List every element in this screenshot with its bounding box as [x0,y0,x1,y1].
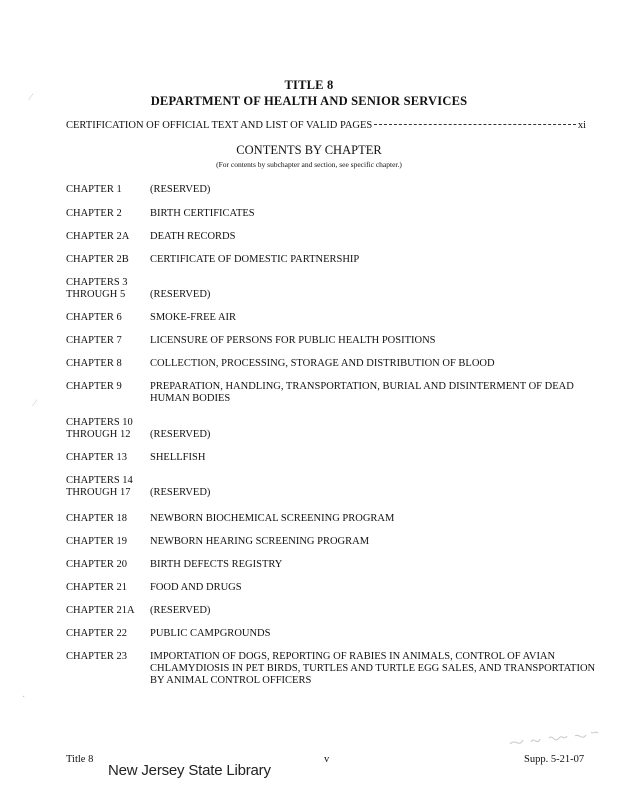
chapter-number: CHAPTER 23 [66,651,127,662]
chapter-title: SHELLFISH [150,452,206,463]
footer-title: Title 8 [66,754,94,765]
chapter-number: CHAPTER 1 [66,184,122,195]
certification-page-ref: xi [577,120,586,131]
page-number: v [324,754,330,765]
handwritten-mark [505,722,605,752]
department-heading: DEPARTMENT OF HEALTH AND SENIOR SERVICES [150,94,468,108]
chapter-title: NEWBORN BIOCHEMICAL SCREENING PROGRAM [150,513,395,524]
chapter-number: CHAPTERS 3 THROUGH 5 [66,277,128,300]
leader-dots [374,124,576,125]
chapter-title: LICENSURE OF PERSONS FOR PUBLIC HEALTH POSITIONS [150,335,436,346]
chapter-title: (RESERVED) [150,289,211,300]
chapter-title: PREPARATION, HANDLING, TRANSPORTATION, BURIAL AND DISINTERMENT OF DEAD HUMAN BODIES [150,381,574,404]
chapter-number: CHAPTER 2A [66,231,130,242]
chapter-number: CHAPTER 19 [66,536,127,547]
chapter-number: CHAPTER 18 [66,513,127,524]
chapter-title: BIRTH DEFECTS REGISTRY [150,559,283,570]
chapter-title: SMOKE-FREE AIR [150,312,237,323]
chapter-title: CERTIFICATE OF DOMESTIC PARTNERSHIP [150,254,360,265]
chapter-title: (RESERVED) [150,184,211,195]
scan-mark: ∕ [30,92,32,103]
chapter-title: DEATH RECORDS [150,231,236,242]
chapter-number: CHAPTER 20 [66,559,127,570]
chapter-number: CHAPTER 21A [66,605,135,616]
chapter-number: CHAPTER 22 [66,628,127,639]
chapter-number: CHAPTER 9 [66,381,122,392]
chapter-number: CHAPTER 13 [66,452,127,463]
contents-subheading: (For contents by subchapter and section, see specific chapter.) [216,160,402,169]
scan-mark: ∕ [34,398,36,409]
chapter-number: CHAPTER 7 [66,335,122,346]
chapter-title: BIRTH CERTIFICATES [150,208,255,219]
scan-mark: · [22,692,26,703]
chapter-title: PUBLIC CAMPGROUNDS [150,628,271,639]
contents-heading: CONTENTS BY CHAPTER [236,143,382,157]
chapter-number: CHAPTERS 14 THROUGH 17 [66,475,133,498]
chapter-title: NEWBORN HEARING SCREENING PROGRAM [150,536,370,547]
chapter-number: CHAPTER 2 [66,208,122,219]
title-heading: TITLE 8 [284,78,334,92]
chapter-number: CHAPTER 2B [66,254,129,265]
supplement-date: Supp. 5-21-07 [524,754,585,765]
chapter-number: CHAPTER 6 [66,312,122,323]
library-stamp: New Jersey State Library [108,762,271,779]
chapter-number: CHAPTER 21 [66,582,127,593]
chapter-title: FOOD AND DRUGS [150,582,242,593]
chapter-title: IMPORTATION OF DOGS, REPORTING OF RABIES IN ANIMALS, CONTROL OF AVIAN CHLAMYDIOSIS IN PET BIRDS, TURTLES AND TURTLE EGG SALES, AND TRANSPORTATION BY ANIMAL CONTROL OFFICERS [150,651,596,686]
certification-line [66,120,586,131]
chapter-title: COLLECTION, PROCESSING, STORAGE AND DISTRIBUTION OF BLOOD [150,358,495,369]
chapter-number: CHAPTERS 10 THROUGH 12 [66,417,133,440]
certification-text: CERTIFICATION OF OFFICIAL TEXT AND LIST OF VALID PAGES [66,120,373,131]
chapter-title: (RESERVED) [150,429,211,440]
chapter-title: (RESERVED) [150,487,211,498]
chapter-number: CHAPTER 8 [66,358,122,369]
chapter-title: (RESERVED) [150,605,211,616]
